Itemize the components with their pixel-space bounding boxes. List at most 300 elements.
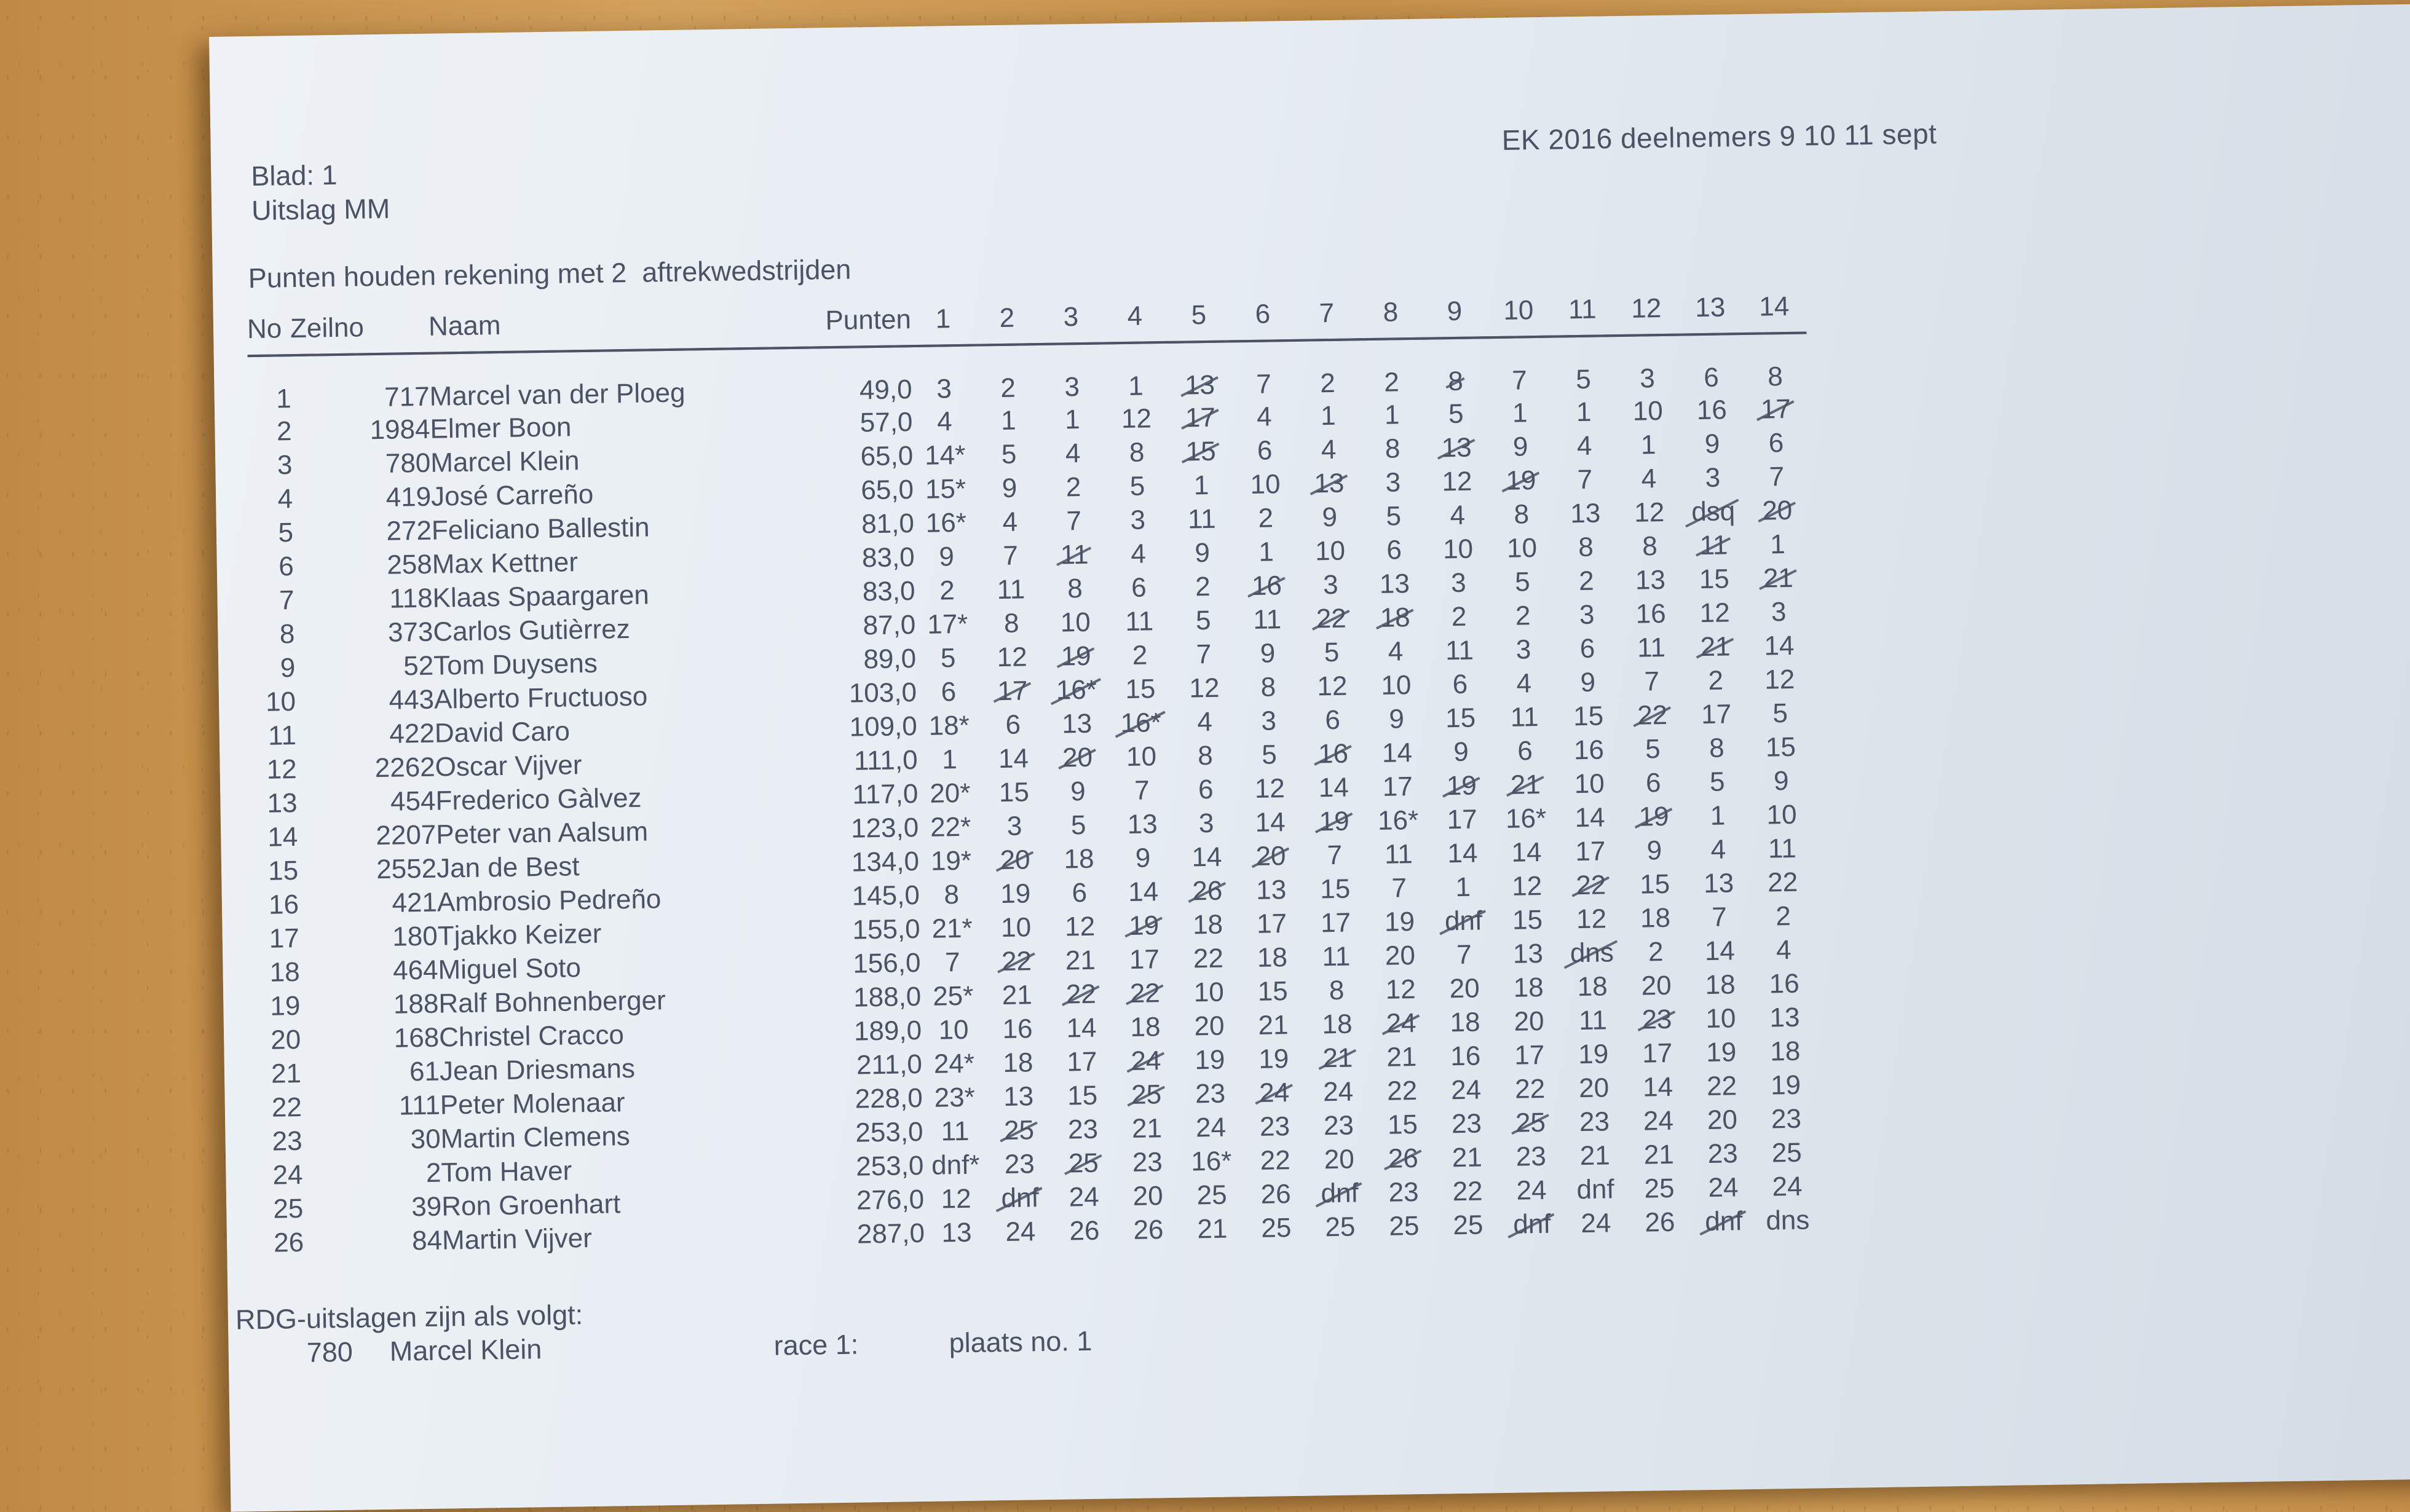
race-score: 13 (1635, 564, 1666, 596)
cell-race (1367, 837, 1431, 872)
column-header-race-9: 9 (1422, 291, 1487, 339)
cell-race (1431, 870, 1495, 905)
race-score: 25 (1261, 1212, 1292, 1243)
cell-race (912, 404, 977, 439)
cell-naam: Peter van Aalsum (435, 816, 649, 850)
cell-race (1425, 464, 1490, 499)
race-score: 16* (925, 507, 967, 538)
cell-race (1680, 393, 1744, 428)
race-score: 4 (1450, 500, 1466, 530)
race-score-discarded: 26 (1191, 875, 1223, 906)
race-score: 22 (1260, 1144, 1291, 1176)
race-score-discarded: dsq (1691, 495, 1736, 527)
cell-race (1243, 1143, 1308, 1178)
cell-race (1436, 1174, 1500, 1209)
race-score: 18* (928, 710, 970, 741)
race-score: 23 (1707, 1138, 1739, 1169)
race-score-discarded: 21 (1510, 769, 1541, 800)
cell-race (1620, 698, 1685, 733)
cell-naam: José Carreño (430, 479, 594, 512)
cell-race (984, 910, 1048, 945)
cell-race (1499, 1173, 1564, 1208)
cell-race (1681, 494, 1745, 529)
cell-no: 1 (275, 384, 292, 414)
cell-race (1048, 909, 1112, 944)
cell-no: 19 (270, 990, 301, 1022)
column-header-race-12: 12 (1614, 289, 1678, 336)
cell-zeilno: 1984 (369, 414, 430, 445)
cell-race (1296, 398, 1361, 433)
race-score: 25* (932, 980, 974, 1012)
cell-race (1116, 1179, 1180, 1214)
cell-race (1177, 1042, 1242, 1077)
race-score: 24* (933, 1048, 975, 1079)
cell-no: 12 (266, 754, 298, 785)
race-score: 9 (1704, 428, 1720, 459)
race-score: 12 (1634, 497, 1665, 528)
cell-race (1551, 336, 1615, 396)
cell-punten: 123,0 (850, 812, 919, 844)
race-score: 11 (1510, 701, 1539, 733)
cell-race (1108, 706, 1173, 741)
race-score: 4 (1131, 538, 1147, 569)
cell-race (1496, 937, 1560, 972)
race-score: 4 (1065, 438, 1081, 468)
cell-race (1427, 599, 1491, 634)
cell-race (1562, 1071, 1626, 1106)
cell-zeilno: 61 (409, 1056, 440, 1087)
race-score: 8 (1385, 433, 1401, 464)
race-score: 3 (1198, 808, 1214, 838)
cell-race (983, 843, 1048, 878)
race-score: 2 (1451, 601, 1467, 632)
cell-no: 26 (273, 1227, 304, 1258)
race-score: 1 (1128, 371, 1144, 401)
race-score-discarded: dnf (1321, 1177, 1359, 1208)
cell-no: 15 (267, 855, 299, 886)
race-score: 19 (1384, 906, 1415, 937)
cell-race (1752, 932, 1816, 967)
cell-race (1178, 1076, 1243, 1111)
cell-race (987, 1147, 1052, 1182)
race-score: 24 (1516, 1175, 1547, 1206)
race-score: 10 (1574, 768, 1605, 799)
cell-race (1755, 1135, 1819, 1170)
race-score: 3 (1261, 705, 1277, 736)
cell-race (1488, 430, 1553, 465)
cell-punten: 211,0 (856, 1049, 923, 1081)
race-score: 13 (941, 1217, 972, 1248)
cell-race (1114, 1077, 1179, 1112)
cell-race (1617, 495, 1681, 530)
race-score: 22 (1514, 1073, 1546, 1104)
race-score-discarded: dnf (1001, 1182, 1040, 1213)
race-score: 21 (1258, 1009, 1289, 1041)
cell-race (1431, 836, 1495, 871)
cell-race (1238, 805, 1303, 840)
cell-race (1435, 1140, 1499, 1175)
column-header-race-2: 2 (974, 298, 1039, 345)
cell-race (1051, 1112, 1115, 1147)
race-score-discarded: 16* (1120, 707, 1162, 738)
race-score: 3 (1639, 363, 1656, 394)
cell-race (1299, 601, 1364, 636)
race-score-discarded: 22 (1065, 978, 1097, 1009)
race-score: 14 (1574, 801, 1605, 833)
cell-no: 23 (272, 1125, 303, 1157)
cell-race (1307, 1142, 1372, 1177)
race-score: 11 (1578, 1004, 1608, 1036)
cell-race (977, 437, 1041, 472)
race-score: 16* (1505, 803, 1547, 834)
column-header-race-1: 1 (911, 299, 975, 347)
cell-race (1433, 1005, 1498, 1040)
race-score: 18 (1577, 971, 1608, 1002)
race-score: 21* (931, 913, 973, 944)
cell-race (1618, 529, 1682, 564)
race-score: 5 (940, 642, 956, 673)
race-score-discarded: 22 (1316, 603, 1347, 634)
cell-race (1302, 770, 1366, 805)
cell-race (1685, 765, 1750, 800)
race-score: 9 (1135, 842, 1151, 873)
race-score: 26 (1069, 1215, 1100, 1246)
race-score: 10 (1766, 799, 1797, 830)
cell-race (1370, 1074, 1434, 1109)
cell-zeilno: 2 (425, 1157, 441, 1188)
race-score: 1 (1576, 396, 1592, 427)
cell-race (1113, 1044, 1178, 1079)
race-score: 2 (1775, 900, 1792, 931)
cell-zeilno: 84 (411, 1225, 443, 1256)
cell-punten: 83,0 (861, 541, 915, 573)
cell-race (1364, 634, 1428, 669)
cell-race (1111, 841, 1175, 876)
race-score: 8 (1578, 532, 1594, 562)
cell-race (1361, 431, 1425, 467)
race-score: 16* (1190, 1146, 1232, 1177)
cell-race (1236, 670, 1300, 705)
cell-race (1621, 766, 1686, 801)
race-score: 19* (930, 845, 972, 876)
cell-race (1495, 835, 1559, 870)
race-score: 16 (1769, 968, 1800, 999)
race-score: 19 (1705, 1036, 1737, 1068)
race-score: 11 (1322, 941, 1351, 972)
race-score: 21 (1197, 1213, 1228, 1244)
cell-race (1423, 337, 1487, 398)
race-score-discarded: 16 (1251, 570, 1282, 601)
result-class-label: Uitslag MM (251, 192, 390, 227)
cell-race (1557, 766, 1622, 801)
race-score: 16 (1573, 734, 1605, 765)
cell-race (1244, 1177, 1308, 1212)
race-score: 21 (1386, 1041, 1417, 1073)
cell-race (1045, 706, 1109, 741)
cell-zeilno: 39 (411, 1191, 442, 1222)
race-score: 19 (1195, 1044, 1225, 1075)
race-score-discarded: 22 (1575, 869, 1606, 900)
cell-race (1617, 462, 1681, 497)
race-score: 3 (1771, 596, 1787, 627)
cell-race (1106, 537, 1171, 572)
race-score: 4 (1710, 834, 1726, 865)
cell-race (1683, 663, 1748, 698)
race-score: 22 (1386, 1075, 1418, 1106)
cell-race (1554, 564, 1619, 599)
cell-race (1691, 1170, 1756, 1205)
race-score: 20 (1641, 970, 1672, 1001)
race-score: 9 (1773, 765, 1789, 796)
column-header-race-10: 10 (1486, 291, 1551, 338)
cell-race (1755, 1169, 1820, 1204)
cell-race (1429, 734, 1493, 770)
cell-race (981, 707, 1045, 742)
race-score: 14 (1704, 935, 1736, 966)
cell-race (1367, 905, 1432, 940)
race-score: 7 (944, 947, 961, 977)
race-score: 15 (998, 776, 1030, 808)
cell-naam: Feliciano Ballestin (431, 511, 650, 546)
cell-race (1235, 569, 1299, 604)
cell-race (1626, 1069, 1690, 1104)
cell-race (917, 675, 981, 710)
race-score: 13 (1379, 568, 1410, 599)
race-score: 5 (1001, 439, 1017, 470)
cell-race (1493, 768, 1558, 803)
cell-race (1553, 496, 1618, 531)
race-score: 6 (1517, 735, 1533, 766)
cell-race (1493, 734, 1557, 769)
race-score: 7 (1511, 365, 1528, 396)
race-score-discarded: 22 (1637, 699, 1668, 731)
column-header-race-11: 11 (1550, 289, 1614, 337)
cell-race (1300, 669, 1364, 704)
race-score: 22* (930, 811, 971, 843)
race-score: 11 (1445, 635, 1474, 666)
cell-race (913, 438, 978, 473)
cell-race (1681, 460, 1745, 495)
race-score: 8 (1067, 573, 1083, 604)
race-score: 11 (941, 1116, 970, 1147)
cell-race (1177, 975, 1241, 1010)
cell-race (1744, 425, 1809, 460)
cell-race (1300, 703, 1365, 738)
race-score: 7 (1711, 902, 1728, 932)
race-score: 1 (1258, 536, 1274, 567)
cell-race (1113, 1010, 1178, 1045)
cell-punten: 81,0 (861, 508, 915, 539)
cell-race (914, 472, 978, 507)
cell-race (1105, 503, 1170, 538)
race-score: 10 (1193, 977, 1225, 1007)
race-score: 2 (1319, 368, 1336, 399)
cell-race (1361, 465, 1426, 500)
cell-race (922, 1012, 986, 1047)
rdg-race-label: race 1: (773, 1328, 859, 1361)
cell-race (1563, 1138, 1627, 1173)
event-title: EK 2016 deelnemers 9 10 11 sept (1501, 117, 1937, 156)
cell-no: 9 (280, 652, 296, 683)
cell-race (1686, 798, 1750, 833)
cell-race (1236, 636, 1300, 671)
race-score: 2 (1578, 565, 1594, 596)
cell-naam: Oscar Vijver (435, 749, 582, 782)
cell-race (1304, 939, 1369, 974)
race-score-discarded: 15 (1185, 436, 1217, 467)
cell-race (1108, 638, 1172, 673)
cell-race (1627, 1137, 1691, 1172)
race-score: 20 (1194, 1010, 1225, 1041)
race-score: 5 (1772, 698, 1788, 728)
race-score: 2 (1515, 600, 1531, 631)
race-score: 4 (1388, 636, 1404, 667)
cell-naam: Christel Cracco (438, 1019, 625, 1053)
race-score-discarded: 25 (1003, 1114, 1035, 1146)
cell-naam: Jan de Best (436, 851, 580, 884)
race-score: 12 (1764, 664, 1795, 695)
race-score-discarded: 23 (1642, 1004, 1672, 1035)
cell-race (1175, 907, 1240, 942)
cell-race (1169, 468, 1234, 503)
cell-race (1370, 1108, 1435, 1143)
cell-race (1682, 562, 1747, 597)
race-score: 18 (1513, 972, 1544, 1003)
cell-race (1683, 596, 1747, 631)
race-score: 5 (1514, 566, 1530, 597)
cell-race (985, 978, 1049, 1013)
cell-zeilno: 180 (392, 921, 438, 952)
cell-race (1297, 466, 1362, 501)
race-score: 12 (1699, 597, 1730, 628)
cell-race (1112, 908, 1176, 943)
cell-race (1105, 469, 1170, 504)
cell-naam: Alberto Fructuoso (433, 681, 648, 715)
cell-race (1428, 633, 1492, 668)
cell-naam: Martin Vijver (441, 1223, 593, 1256)
race-score-discarded: 19 (1446, 770, 1477, 801)
race-score: 25 (1325, 1211, 1356, 1242)
race-score: 15 (1765, 731, 1796, 763)
cell-race (976, 344, 1040, 404)
race-score: 17 (1447, 804, 1477, 835)
cell-race (917, 708, 981, 743)
race-score: 1 (1640, 429, 1656, 460)
race-score: 24 (1708, 1171, 1739, 1203)
race-score: 7 (1577, 464, 1593, 495)
cell-punten: 89,0 (863, 643, 917, 674)
race-score: 4 (1321, 434, 1337, 465)
cell-race (981, 674, 1045, 709)
cell-race (1372, 1209, 1437, 1244)
cell-zeilno: 111 (398, 1090, 441, 1121)
race-score: 18 (1003, 1047, 1033, 1078)
cell-race (1244, 1211, 1309, 1246)
cell-race (1686, 866, 1751, 901)
cell-no: 14 (267, 821, 298, 852)
cell-no: 10 (265, 686, 296, 717)
cell-naam: Ambrosio Pedreño (437, 883, 662, 918)
race-score: 23 (1515, 1141, 1547, 1172)
cell-race (1491, 666, 1556, 701)
race-score: 14 (1511, 837, 1542, 868)
race-score: 2 (1383, 367, 1400, 398)
race-score-discarded: 21 (1322, 1042, 1353, 1073)
race-score: 12 (941, 1183, 972, 1215)
race-score: 20* (929, 778, 971, 809)
cell-race (1368, 939, 1432, 974)
race-score: 19 (1258, 1043, 1289, 1074)
cell-race (1487, 337, 1551, 397)
cell-zeilno: 2552 (376, 853, 437, 884)
race-score: 23 (1004, 1148, 1035, 1179)
cell-race (1614, 335, 1679, 395)
cell-race (1490, 531, 1554, 566)
race-score: 7 (1391, 872, 1407, 904)
cell-race (1555, 597, 1619, 632)
cell-zeilno: 422 (389, 718, 435, 749)
cell-race (1362, 567, 1427, 602)
race-score: 3 (1515, 634, 1531, 665)
cell-race (1043, 605, 1108, 640)
race-score: 21 (1579, 1140, 1611, 1171)
cell-race (1751, 899, 1815, 934)
race-score: 9 (1389, 703, 1405, 734)
race-score-discarded: 26 (1388, 1143, 1419, 1174)
cell-race (1048, 943, 1113, 978)
cell-race (1175, 873, 1239, 908)
cell-race (1107, 604, 1172, 639)
cell-race (1179, 1144, 1244, 1179)
cell-race (1363, 600, 1428, 636)
cell-race (1552, 395, 1616, 430)
race-score: 25 (1771, 1137, 1803, 1168)
race-score: 9 (1322, 502, 1338, 532)
race-score: 20 (1449, 973, 1480, 1004)
cell-race (1180, 1178, 1244, 1213)
cell-race (1239, 907, 1304, 942)
race-score: 11 (1125, 605, 1154, 637)
race-score: 6 (1386, 534, 1402, 565)
race-score: 11 (1637, 632, 1666, 663)
race-score: 5 (1575, 364, 1592, 395)
cell-race (925, 1215, 989, 1250)
race-score: 4 (1776, 934, 1792, 965)
cell-race (1554, 530, 1618, 565)
cell-race (1306, 1108, 1371, 1143)
cell-race (1753, 1034, 1817, 1069)
cell-punten: 134,0 (851, 846, 920, 878)
race-score: 14 (1191, 841, 1222, 872)
cell-race (1749, 763, 1814, 798)
cell-punten: 228,0 (855, 1082, 923, 1114)
race-score: 13 (1769, 1002, 1800, 1033)
cell-race (1053, 1213, 1117, 1248)
cell-race (1051, 1146, 1116, 1181)
cell-race (1627, 1205, 1692, 1240)
cell-race (1689, 1001, 1753, 1036)
race-score: 1 (1710, 800, 1726, 831)
race-score: 1 (941, 744, 958, 774)
cell-zeilno: 168 (393, 1022, 440, 1053)
race-score: 6 (1325, 704, 1341, 735)
cell-race (1497, 1038, 1562, 1073)
cell-race (1104, 342, 1168, 403)
race-score-discarded: 19 (1506, 465, 1536, 496)
cell-punten: 155,0 (852, 913, 921, 945)
race-score: 14 (1764, 630, 1795, 661)
cell-race (1241, 1008, 1306, 1043)
